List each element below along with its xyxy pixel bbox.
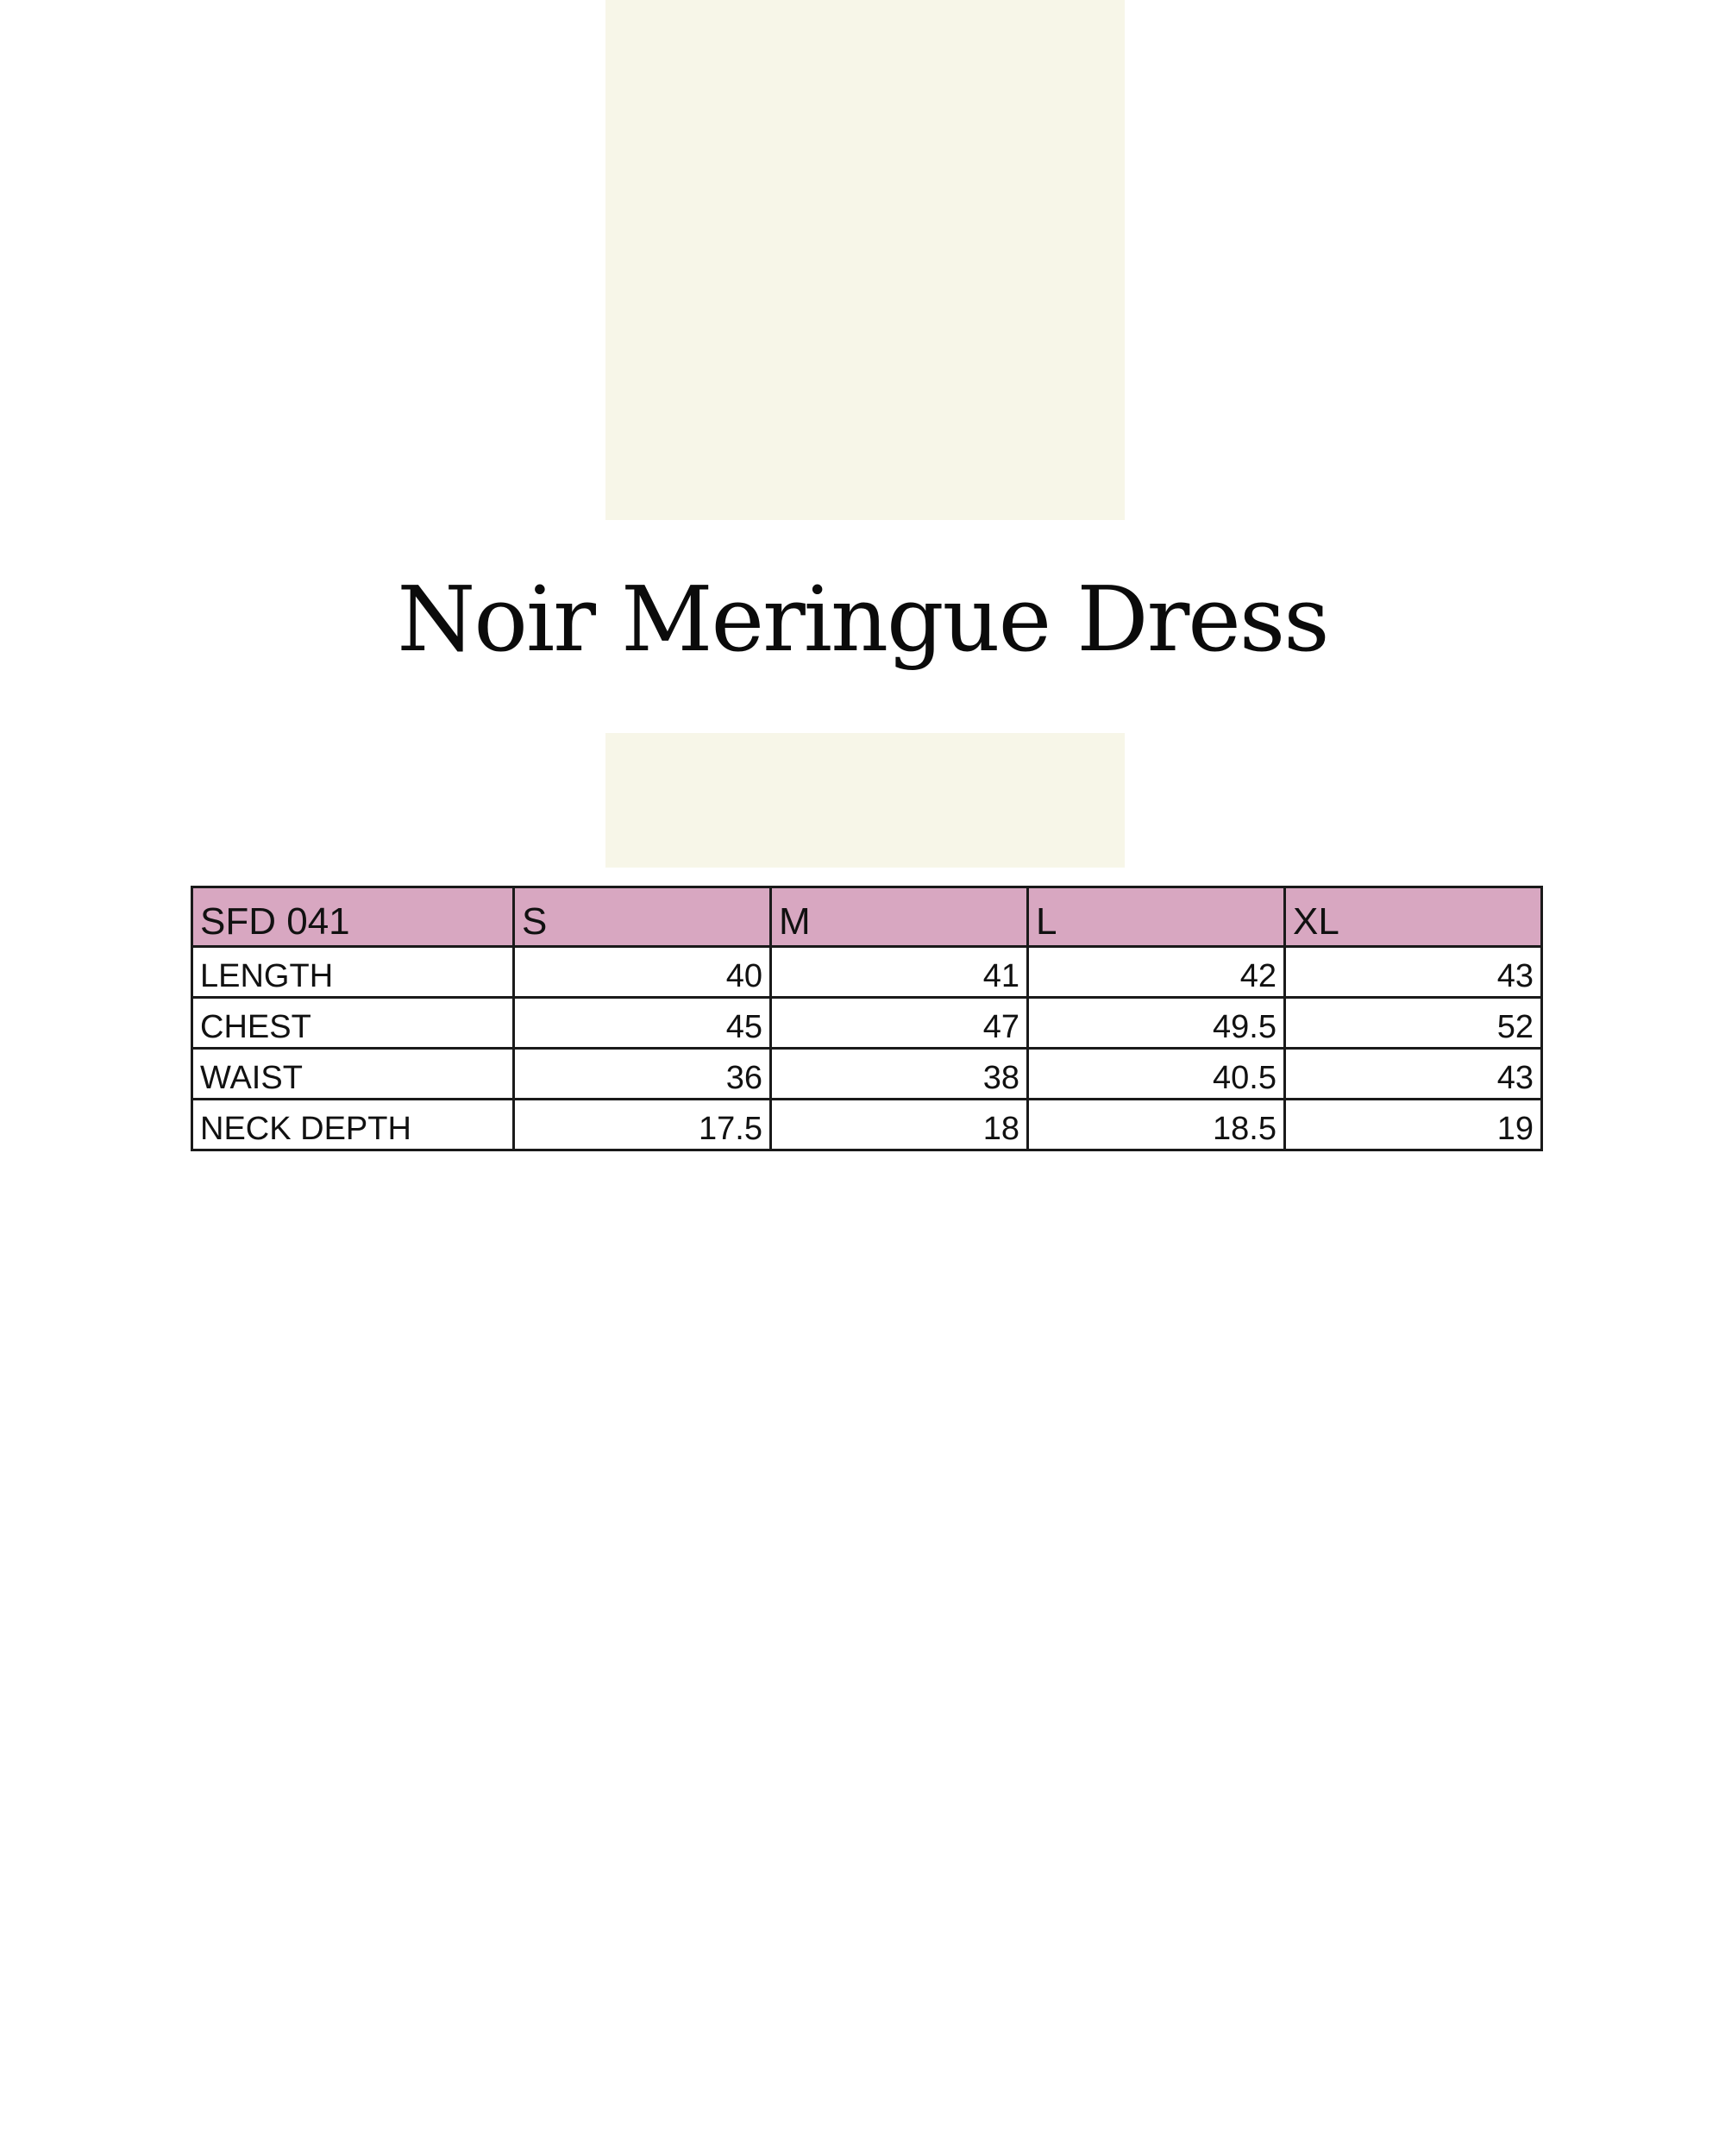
measurement-value: 42 [1028,947,1285,998]
measurement-row-waist [192,1049,1542,1100]
measurement-value: 19 [1285,1100,1542,1150]
product-code: SFD 041 [192,887,514,947]
size-header-s: S [514,887,771,947]
size-header-m: M [771,887,1028,947]
measurement-row-neck-depth [192,1100,1542,1150]
product-image-placeholder-bottom [605,733,1125,868]
measurement-label: WAIST [192,1049,514,1100]
measurement-row-length [192,947,1542,998]
size-chart-header-row [192,887,1542,947]
measurement-value: 38 [771,1049,1028,1100]
measurement-value: 43 [1285,1049,1542,1100]
measurement-value: 52 [1285,998,1542,1049]
product-title: Noir Meringue Dress [397,567,1328,672]
measurement-value: 45 [514,998,771,1049]
measurement-value: 43 [1285,947,1542,998]
measurement-row-chest [192,998,1542,1049]
product-image-placeholder-top [605,0,1125,520]
measurement-value: 49.5 [1028,998,1285,1049]
measurement-label: LENGTH [192,947,514,998]
measurement-value: 40.5 [1028,1049,1285,1100]
measurement-value: 40 [514,947,771,998]
measurement-value: 18.5 [1028,1100,1285,1150]
measurement-label: CHEST [192,998,514,1049]
measurement-value: 17.5 [514,1100,771,1150]
size-header-xl: XL [1285,887,1542,947]
size-header-l: L [1028,887,1285,947]
measurement-value: 18 [771,1100,1028,1150]
size-chart-table [191,886,1543,1151]
measurement-label: NECK DEPTH [192,1100,514,1150]
measurement-value: 47 [771,998,1028,1049]
measurement-value: 36 [514,1049,771,1100]
measurement-value: 41 [771,947,1028,998]
